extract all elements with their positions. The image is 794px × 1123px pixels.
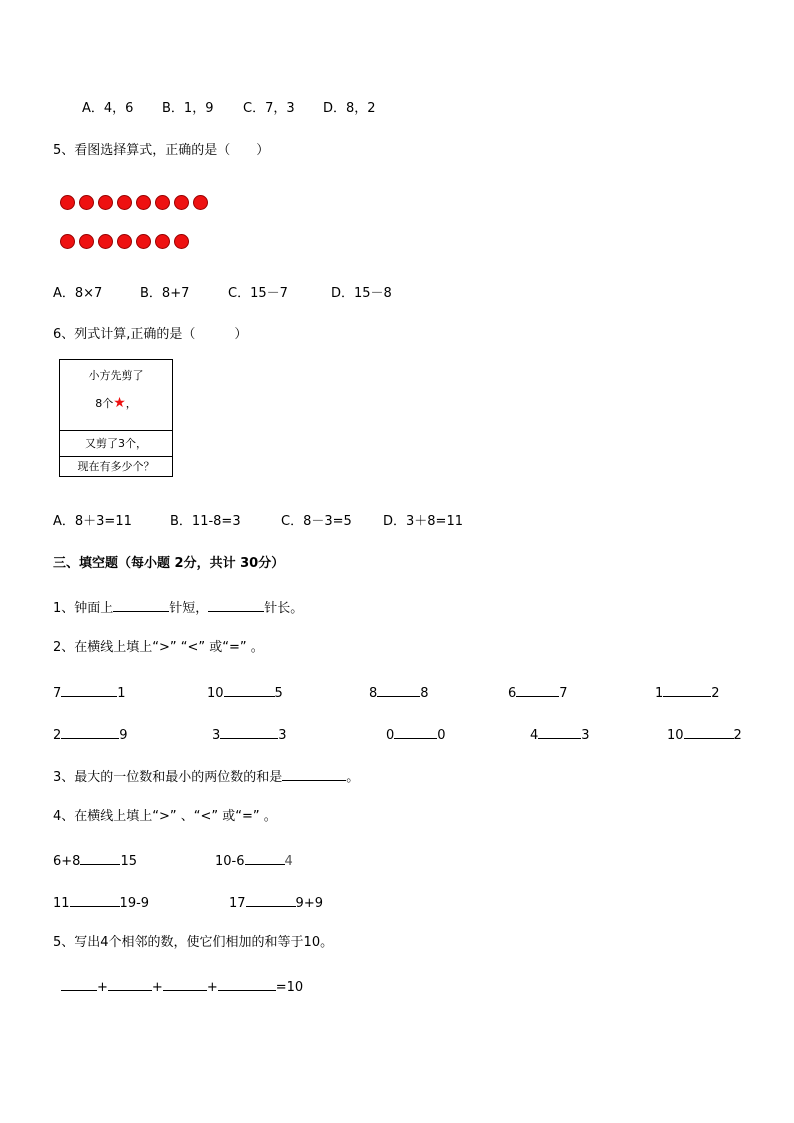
section-3-title: 三、填空题（每小题 2分，共计 30分） xyxy=(53,556,285,571)
answer-blank[interactable] xyxy=(663,683,711,697)
q6-option-b: B．11-8=3 xyxy=(170,514,241,529)
s3-question-4-prompt: 4、在横线上填上“>” 、“<” 或“=” 。 xyxy=(53,809,277,824)
left-value: 6+8 xyxy=(53,854,81,869)
answer-blank[interactable] xyxy=(163,977,207,991)
right-value: 9+9 xyxy=(295,896,323,911)
dots-row-2 xyxy=(60,234,193,250)
right-value: 15 xyxy=(120,854,137,869)
plus-sign: + xyxy=(151,980,163,995)
question-5-prompt: 5、看图选择算式，正确的是（ ） xyxy=(53,143,270,158)
red-dot xyxy=(136,195,151,210)
answer-blank[interactable] xyxy=(218,977,276,991)
q5-option-d: D．15－8 xyxy=(331,286,392,301)
s3-q3-text-a: 3、最大的一位数和最小的两位数的和是 xyxy=(53,770,283,785)
right-value: 2 xyxy=(711,686,720,701)
figure-line-3: 又剪了3个， xyxy=(85,437,147,450)
dots-row-1 xyxy=(60,195,212,211)
figure-line-2 xyxy=(60,396,172,411)
answer-blank[interactable] xyxy=(220,725,278,739)
answer-blank[interactable] xyxy=(61,977,97,991)
answer-blank[interactable] xyxy=(377,683,420,697)
left-value: 1 xyxy=(655,686,664,701)
red-dot xyxy=(174,195,189,210)
equals-ten: =10 xyxy=(275,980,304,995)
answer-blank[interactable] xyxy=(70,893,120,907)
plus-sign: + xyxy=(206,980,218,995)
s3-q1-text-b: 针短， xyxy=(169,601,209,616)
q4-option-a: A．4，6 xyxy=(82,101,134,116)
right-value: 2 xyxy=(733,728,742,743)
red-dot xyxy=(60,234,75,249)
red-dot xyxy=(98,234,113,249)
word-problem-figure xyxy=(59,359,173,477)
figure-line-2-prefix: 8个 xyxy=(95,397,114,410)
q5-option-b: B．8+7 xyxy=(140,286,190,301)
red-dot xyxy=(79,195,94,210)
left-value: 3 xyxy=(212,728,221,743)
left-value: 4 xyxy=(530,728,539,743)
s3-question-5-prompt: 5、写出4个相邻的数，使它们相加的和等于10。 xyxy=(53,935,334,950)
right-value: 7 xyxy=(559,686,568,701)
answer-blank[interactable] xyxy=(80,851,120,865)
left-value: 0 xyxy=(386,728,395,743)
comparison-item xyxy=(655,683,720,702)
left-value: 7 xyxy=(53,686,62,701)
comparison-item xyxy=(53,851,137,870)
comparison-item xyxy=(530,725,590,744)
left-value: 17 xyxy=(229,896,246,911)
red-dot xyxy=(60,195,75,210)
q4-option-c: C．7，3 xyxy=(243,101,295,116)
right-value: 9 xyxy=(119,728,128,743)
s3-question-3 xyxy=(53,767,359,786)
figure-divider-1 xyxy=(60,430,172,431)
answer-blank[interactable] xyxy=(282,767,346,781)
left-value: 8 xyxy=(369,686,378,701)
sum-equation xyxy=(61,977,303,996)
q4-option-d: D．8，2 xyxy=(323,101,376,116)
right-value: 5 xyxy=(274,686,283,701)
q6-option-a: A．8＋3=11 xyxy=(53,514,132,529)
plus-sign: + xyxy=(97,980,108,995)
comparison-item xyxy=(667,725,742,744)
red-dot xyxy=(117,195,132,210)
answer-blank[interactable] xyxy=(245,851,285,865)
figure-line-2-suffix: ， xyxy=(125,397,137,410)
red-dot xyxy=(98,195,113,210)
left-value: 11 xyxy=(53,896,70,911)
answer-blank[interactable] xyxy=(61,683,117,697)
right-value: 8 xyxy=(420,686,429,701)
answer-blank[interactable] xyxy=(394,725,437,739)
left-value: 10-6 xyxy=(215,854,245,869)
red-dot xyxy=(174,234,189,249)
s3-q3-text-b: 。 xyxy=(346,770,360,785)
figure-line-4: 现在有多少个？ xyxy=(77,460,155,473)
figure-line-1: 小方先剪了 xyxy=(88,369,144,382)
answer-blank[interactable] xyxy=(224,683,275,697)
s3-q1-text-a: 1、钟面上 xyxy=(53,601,114,616)
left-value: 2 xyxy=(53,728,62,743)
comparison-item xyxy=(386,725,446,744)
red-dot xyxy=(136,234,151,249)
comparison-item xyxy=(207,683,283,702)
s3-question-1 xyxy=(53,598,303,617)
comparison-item xyxy=(53,725,128,744)
answer-blank[interactable] xyxy=(538,725,581,739)
right-value: 4 xyxy=(284,854,293,869)
star-icon: ★ xyxy=(113,395,126,411)
right-value: 3 xyxy=(581,728,590,743)
comparison-item xyxy=(53,893,149,912)
red-dot xyxy=(193,195,208,210)
answer-blank[interactable] xyxy=(516,683,559,697)
comparison-item xyxy=(215,851,293,870)
q5-option-a: A．8×7 xyxy=(53,286,103,301)
answer-blank[interactable] xyxy=(108,977,152,991)
answer-blank[interactable] xyxy=(208,598,264,612)
right-value: 0 xyxy=(437,728,446,743)
red-dot xyxy=(155,234,170,249)
comparison-item xyxy=(229,893,323,912)
question-6-prompt: 6、列式计算,正确的是（ ） xyxy=(53,327,248,342)
q6-option-c: C．8－3=5 xyxy=(281,514,352,529)
answer-blank[interactable] xyxy=(684,725,734,739)
answer-blank[interactable] xyxy=(113,598,169,612)
comparison-item xyxy=(508,683,568,702)
s3-question-2-prompt: 2、在横线上填上“>” “<” 或“=” 。 xyxy=(53,640,264,655)
answer-blank[interactable] xyxy=(246,893,296,907)
red-dot xyxy=(79,234,94,249)
left-value: 10 xyxy=(667,728,684,743)
q5-option-c: C．15－7 xyxy=(228,286,288,301)
figure-divider-2 xyxy=(60,456,172,457)
q4-option-b: B．1，9 xyxy=(162,101,214,116)
red-dot xyxy=(155,195,170,210)
left-value: 10 xyxy=(207,686,224,701)
right-value: 19-9 xyxy=(119,896,150,911)
comparison-item xyxy=(53,683,126,702)
comparison-item xyxy=(369,683,429,702)
right-value: 3 xyxy=(278,728,287,743)
right-value: 1 xyxy=(117,686,126,701)
answer-blank[interactable] xyxy=(61,725,119,739)
s3-q1-text-c: 针长。 xyxy=(264,601,304,616)
red-dot xyxy=(117,234,132,249)
left-value: 6 xyxy=(508,686,517,701)
q6-option-d: D．3＋8=11 xyxy=(383,514,463,529)
comparison-item xyxy=(212,725,287,744)
